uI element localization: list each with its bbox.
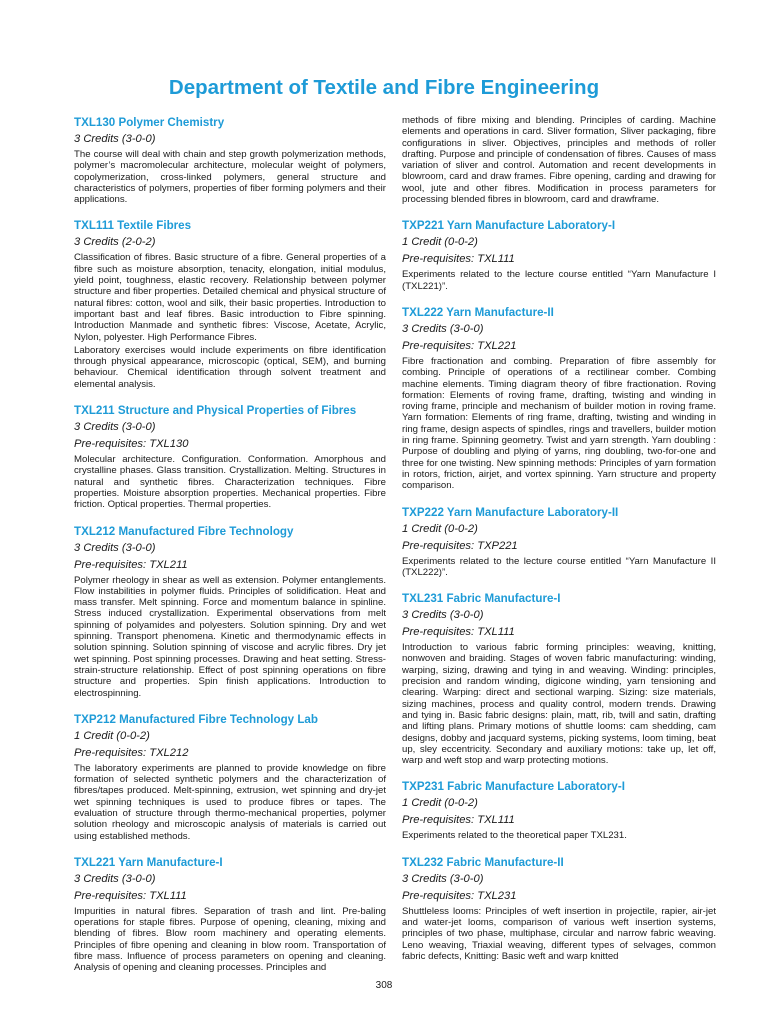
course-credits: 1 Credit (0-0-2) [402, 797, 478, 810]
course-description: Impurities in natural fibres. Separation of trash and lint. Pre-baling operations for staple fibres. Purpose of opening, cleaning, mixing and blending of fibres. Blow room machinery and operating elements. Principles of fibre opening and cleaning in blow room. Transportation of fibre mass. Influence of process parameters on opening and cleaning. Analysis of opening and cleaning processes. Principles and [74, 905, 386, 974]
course-prerequisites: Pre-requisites: TXL211 [74, 558, 188, 571]
course-prerequisites: Pre-requisites: TXL130 [74, 438, 189, 451]
course-description: Shuttleless looms: Principles of weft insertion in projectile, rapier, air-jet and water-jet looms, comparison of various weft insertion systems, principles of two phase, multiphase, circular and narrow fabric weaving. Leno weaving, Triaxial weaving, different types of selvages, common fabric defects, Knitting: Basic weft and warp knitted [402, 905, 716, 962]
course-credits: 3 Credits (3-0-0) [402, 609, 484, 622]
course-txl231 [402, 591, 716, 766]
course-description-continued: methods of fibre mixing and blending. Principles of carding. Machine elements and operations in card. Sliver formation, Sliver packaging, fibre configurations in sliver. Objectives, principles and methods of roller drafting. Purpose and principle of condensation of fibres. Causes of mass variation of sliver and control. Automation and recent developments in blowroom, card and draw frames. Fibre opening, carding and drawing for wool, jute and other fibres. Modification in process parameters for processing blended fibres in blowroom, card and drawframe. [402, 115, 716, 206]
course-description: The course will deal with chain and step growth polymerization methods, polymer’s macromolecular architecture, molecular weight of polymers, copolymerization, cross-linked polymers, general structure and characteristics of polymers, properties of fiber forming polymers and their applications. [74, 149, 386, 206]
course-credits: 3 Credits (3-0-0) [74, 421, 156, 434]
course-txp231 [402, 779, 716, 841]
course-title: TXP221 Yarn Manufacture Laboratory-I [402, 219, 616, 233]
course-title: TXL212 Manufactured Fibre Technology [74, 524, 294, 538]
course-title: TXL211 Structure and Physical Properties of Fibres [74, 404, 357, 418]
course-credits: 3 Credits (3-0-0) [74, 133, 156, 145]
course-description-lab: Laboratory exercises would include experiments on fibre identification through physical appearance, microscopic (optical, SEM), and burning behaviour. Chemical identification through solvent treatment and elemental analysis. [74, 344, 386, 390]
course-description: Molecular architecture. Configuration. Conformation. Amorphous and crystalline phases. Glass transition. Crystallization. Melting. Structures in natural and synthetic fibres. Characterization techniques. Fibre properties. Moisture absorption properties. Mechanical properties. Fibre friction. Optical properties. Thermal properties. [74, 454, 386, 511]
course-txp221 [402, 218, 716, 292]
course-credits: 3 Credits (3-0-0) [402, 322, 484, 335]
page-number: 308 [375, 980, 393, 991]
course-prerequisites: Pre-requisites: TXL212 [74, 746, 189, 759]
course-title: TXP222 Yarn Manufacture Laboratory-II [402, 505, 619, 519]
course-description: Fibre fractionation and combing. Preparation of fibre assembly for combing. Principle of operations of a rectilinear comber. Combing machine elements. Timing diagram theory of fibre fractionation. Roving formation: Elements of roving frame, drafting, twisting and winding in roving frame, principle and mechanism of builder motion in roving frame. Yarn formation: Elements of ring frame, drafting, twisting and winding in ring frame, design aspects of spindles, rings and travellers, builder motion in ring frame. Spinning geometry. Twist and yarn strength. Yarn doubling : Purpose of doubling and plying of yarns, ring doubling, two-for-one and three for one twisting. New spinning methods: Principles of yarn formation in rotors, friction, airjet, and vortex spinning. Yarn structure and property comparison. [402, 355, 716, 492]
course-credits: 3 Credits (2-0-2) [74, 236, 156, 249]
course-title: TXP212 Manufactured Fibre Technology Lab [74, 712, 318, 726]
course-credits: 3 Credits (3-0-0) [74, 872, 156, 885]
course-txl221 [74, 855, 386, 974]
course-title: TXL130 Polymer Chemistry [74, 116, 225, 129]
course-txp212 [74, 712, 386, 842]
course-description: Experiments related to the theoretical paper TXL231. [402, 830, 627, 842]
course-title: TXL111 Textile Fibres [74, 219, 192, 233]
course-credits: 1 Credit (0-0-2) [74, 729, 150, 742]
course-description: Experiments related to the lecture course entitled “Yarn Manufacture II (TXL222)”. [402, 555, 716, 578]
course-description: The laboratory experiments are planned to provide knowledge on fibre formation of selected synthetic polymers and the characterization of fibres/tapes produced. Melt-spinning, extrusion, wet spinning and dry-jet wet spinning techniques is used to produce fibres or tapes. The evaluation of structure through thermo-mechanical properties, polymer solution rheology and microscopic analysis of materials is carried out using established methods. [74, 762, 386, 842]
left-column [74, 115, 386, 987]
course-txl212 [74, 524, 386, 699]
course-description: Introduction to various fabric forming principles: weaving, knitting, nonwoven and braiding. Stages of woven fabric manufacturing: winding, warping, sizing, drawing and tying in and weaving. Winding: principles, precision and random winding, digicone winding, yarn tensioning and clearing. Warping: direct and sectional warping. Sizing: size materials, sizing machines, process and quality control, modern trends. Drawing and tying in. Basic fabric designs: plain, matt, rib, twill and satin, drafting and lifting plans. Primary motions of shuttle looms: cam shedding, cam designs, dobby and jacquard systems, picking systems, loom timing, beat up, sley eccentricity. Secondary and auxiliary motions: take up, let off, warp and weft stop and warp protecting motions. [402, 642, 716, 767]
course-credits: 1 Credit (0-0-2) [402, 236, 478, 249]
course-prerequisites: Pre-requisites: TXL221 [402, 339, 517, 352]
course-credits: 3 Credits (3-0-0) [74, 541, 156, 554]
right-column [402, 115, 716, 975]
course-txl232 [402, 855, 716, 962]
course-title: TXL221 Yarn Manufacture-I [74, 855, 223, 869]
course-credits: 3 Credits (3-0-0) [402, 872, 484, 885]
course-txl211 [74, 403, 386, 510]
course-description: Classification of fibres. Basic structure of a fibre. General properties of a fibre such as moisture absorption, tenacity, elongation, initial modulus, yield point, toughness, elastic recovery. Relationship between polymer structure and fiber properties. Detailed chemical and physical structure of natural fibres: cotton, wool and silk, their basic properties. Introduction to important bast and leaf fibres. Basic introduction to Fibre spinning. Introduction Manmade and synthetic fibres: Viscose, Acetate, Acrylic, Nylon, polyester. High Performance Fibres. [74, 252, 386, 343]
course-txl130 [74, 115, 386, 205]
course-txl111 [74, 218, 386, 390]
course-prerequisites: Pre-requisites: TXL111 [74, 889, 187, 902]
course-prerequisites: Pre-requisites: TXL231 [402, 889, 517, 902]
page-title: Department of Textile and Fibre Engineering [168, 76, 600, 99]
course-prerequisites: Pre-requisites: TXP221 [402, 539, 518, 552]
course-title: TXP231 Fabric Manufacture Laboratory-I [402, 780, 625, 794]
course-credits: 1 Credit (0-0-2) [402, 522, 478, 535]
course-description: Polymer rheology in shear as well as extension. Polymer entanglements. Flow instabilities in polymer fluids. Principles of solidification. Heat and mass transfer. Melt spinning. Force and momentum balance in spinline. Stress induced crystallization. Experimental observations from melt spinning of polyamides and polyesters. Solution spinning. Dry and wet spinning. Transport phenomena. Kinetic and thermodynamic effects in solution spinning. Solution spinning of viscose and acrylic fibres. Dry jet wet spinning. Post spinning processes. Drawing and heat setting. Stress-strain-structure relationship. Effect of post spinning operations on fibre structure and properties. Spin finish applications. Introduction to electrospinning. [74, 574, 386, 699]
course-prerequisites: Pre-requisites: TXL111 [402, 814, 515, 827]
course-prerequisites: Pre-requisites: TXL111 [402, 253, 515, 266]
course-title: TXL231 Fabric Manufacture-I [402, 592, 561, 606]
course-title: TXL232 Fabric Manufacture-II [402, 855, 564, 869]
course-description: Experiments related to the lecture course entitled “Yarn Manufacture I (TXL221)”. [402, 269, 716, 292]
course-txp222 [402, 505, 716, 579]
course-title: TXL222 Yarn Manufacture-II [402, 305, 554, 319]
course-txl222 [402, 305, 716, 492]
course-prerequisites: Pre-requisites: TXL111 [402, 626, 515, 639]
course-txl221-continued [402, 115, 716, 205]
